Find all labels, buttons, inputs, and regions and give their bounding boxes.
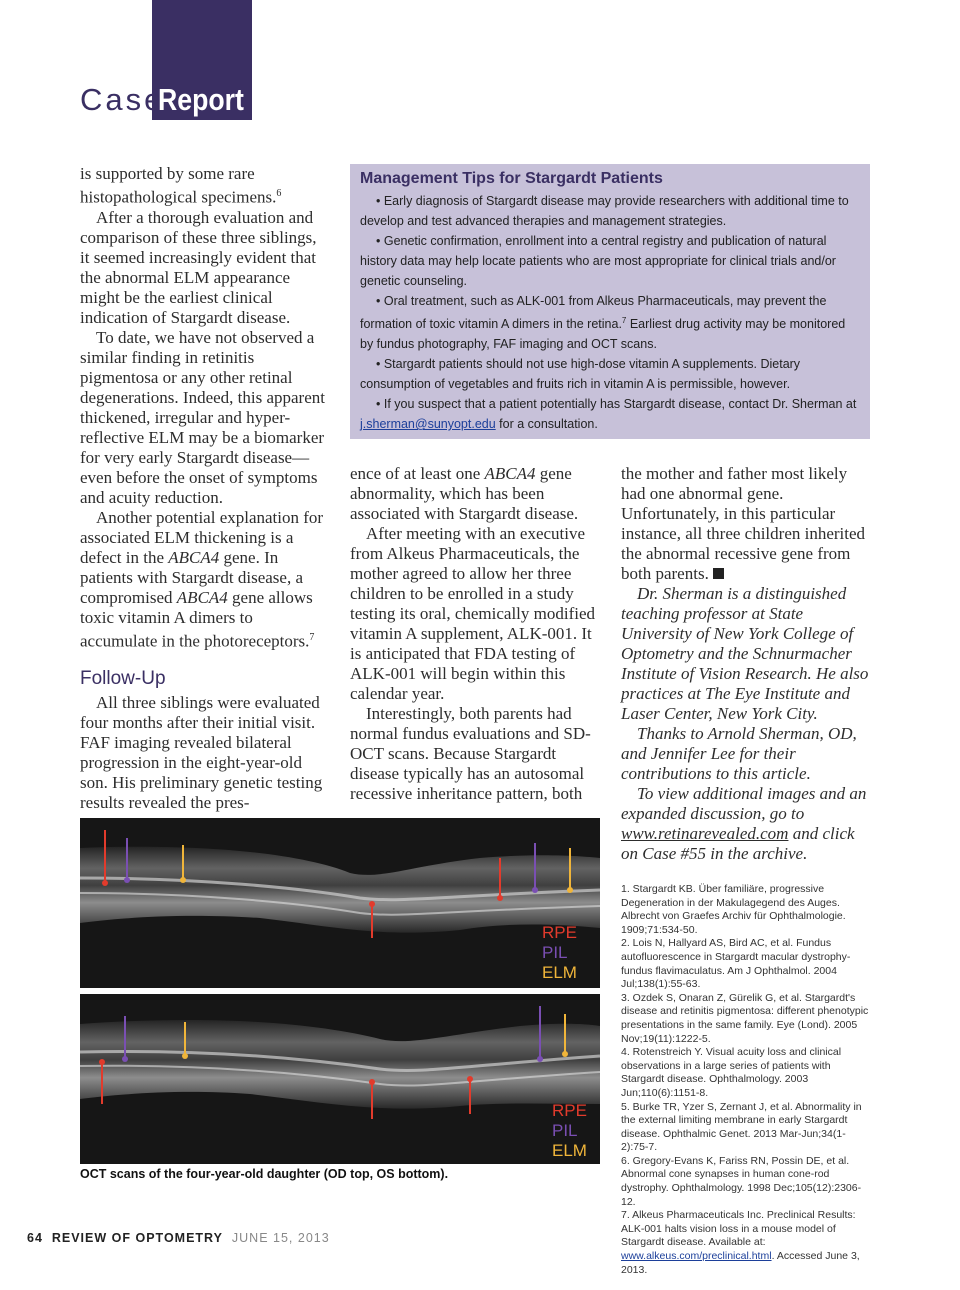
reference-item: 1. Stargardt KB. Über familiäre, progressive Degeneration in der Makulagegend des Auges. Albrecht von Graefes Archiv für Ophthalmologie. 1909;71:534-50. (621, 883, 846, 936)
paragraph (80, 508, 330, 652)
legend-elm: ELM (552, 1141, 587, 1160)
more-info (621, 784, 871, 864)
email-link[interactable]: j.sherman@sunyopt.edu (360, 417, 496, 432)
oct-scan-od (80, 818, 600, 988)
oct-scan-image (80, 818, 600, 988)
acknowledgement: Thanks to Arnold Sherman, OD, and Jennifer Lee for their contributions to this article. (621, 724, 857, 783)
reference-item: 2. Lois N, Hallyard AS, Bird AC, et al. Fundus autofluorescence in Stargardt macular dystrophy-fundus flavimaculatus. Am J Ophthalmol. 2004 Jul;138(1):55-63. (621, 937, 851, 991)
text: gene allows toxic vitamin A dimers to accumulate in the photoreceptors. (80, 587, 313, 651)
text: • If you suspect that a patient potentially has Stargardt disease, contact Dr. Sherman at (376, 397, 857, 412)
legend-rpe: RPE (552, 1101, 587, 1120)
text: Earliest drug activity may be monitored by fundus photography, FAF imaging and OCT scans. (360, 317, 846, 352)
text: 7. Alkeus Pharmaceuticals Inc. Preclinical Results: ALK-001 halts vision loss in a mouse model of Stargardt disease. Available at: (621, 1209, 856, 1249)
page-footer (27, 1231, 330, 1245)
magazine-name: REVIEW OF OPTOMETRY (51, 1231, 223, 1245)
issue-date: JUNE 15, 2013 (231, 1231, 330, 1245)
alkeus-link[interactable]: www.alkeus.com/preclinical.html (621, 1250, 772, 1263)
legend-elm: ELM (542, 963, 577, 982)
tip-item (360, 394, 860, 434)
oct-scan-image (80, 994, 600, 1164)
gene-name: ABCA4 (168, 547, 220, 567)
text: • Oral treatment, such as ALK-001 from Alkeus Pharmaceuticals, may prevent the formation of toxic vitamin A dimers in the retina. (360, 294, 827, 332)
text: To view additional images and an expanded discussion, go to (621, 784, 867, 823)
section-label-case: Case (80, 82, 165, 117)
paragraph: All three siblings were evaluated four months after their initial visit. FAF imaging revealed bilateral progression in the eight-year-old son. His preliminary genetic testing results revealed the pres- (80, 693, 323, 813)
end-mark-icon (713, 568, 724, 579)
reference-item: 6. Gregory-Evans K, Fariss RN, Possin DE, et al. Abnormal cone synapses in human cone-rod dystrophy. Ophthalmology. 1998 Dec;105(12):2306-12. (621, 1154, 862, 1208)
column-3 (621, 464, 871, 864)
paragraph: Interestingly, both parents had normal fundus evaluations and SD-OCT scans. Because Stargardt disease typically has an autosomal recessive inheritance pattern, both (350, 704, 591, 803)
footnote-ref: 6 (276, 188, 282, 199)
figure-caption: OCT scans of the four-year-old daughter (OD top, OS bottom). (80, 1167, 449, 1181)
paragraph: To date, we have not observed a similar finding in retinitis pigmentosa or any other retinal degenerations. Indeed, this apparent thickened, irregular and hyper-reflective ELM may be a biomarker for very early Stargardt disease—even before the onset of symptoms and acuity reduction. (80, 327, 325, 507)
gene-name: ABCA4 (176, 587, 228, 607)
tip-item (360, 291, 860, 354)
author-bio: Dr. Sherman is a distinguished teaching professor at State University of New York College of Optometry and the Schnurmacher Institute of Vision Research. He also practices at The Eye Institute and Laser Center, New York City. (621, 584, 869, 723)
tip-item (360, 354, 860, 394)
text: Another potential explanation for associated ELM thickening is a defect in the (80, 507, 324, 567)
tip-item: • Genetic confirmation, enrollment into a central registry and publication of natural history data may help locate patients who are most appropriate for clinical trials and/or genetic counseling. (360, 234, 836, 288)
text: . Accessed June 3, 2013. (621, 1250, 860, 1276)
column-2 (350, 464, 600, 804)
reference-item (621, 1209, 871, 1277)
text: ence of at least one (350, 464, 485, 483)
paragraph (350, 464, 600, 524)
text: gene. In patients with Stargardt disease, a compromised (80, 547, 303, 607)
text: • Stargardt patients should not use high-dose vitamin A supplements. Dietary consumption of vegetables and fruits rich in vitamin A is permissible, however. (360, 357, 801, 392)
legend-rpe: RPE (542, 923, 577, 942)
gene-name: ABCA4 (484, 464, 536, 483)
sidebar-title: Management Tips for Stargardt Patients (360, 170, 663, 187)
website-link[interactable]: www.retinarevealed.com (621, 824, 789, 843)
paragraph (621, 464, 871, 584)
oct-scan-os (80, 994, 600, 1164)
page-number: 64 (27, 1231, 43, 1245)
paragraph: After a thorough evaluation and comparison of these three siblings, it seemed increasingly evident that the abnormal ELM appearance might be the earliest clinical indication of Stargardt disease. (80, 207, 317, 327)
tip-item: • Early diagnosis of Stargardt disease may provide researchers with additional time to develop and test advanced therapies and management strategies. (360, 194, 849, 228)
text: is supported by some rare histopathological specimens. (80, 164, 277, 207)
legend-pil: PIL (542, 943, 568, 962)
text: for a consultation. (495, 417, 598, 432)
footnote-ref: 7 (309, 631, 315, 643)
footnote-ref: 7 (621, 316, 627, 325)
reference-item: 3. Ozdek S, Onaran Z, Gürelik G, et al. Stargardt's disease and retinitis pigmentosa: different phenotypic presentations in the same family. Eye (Lond). 2005 Nov;19(11):1222-5. (621, 991, 869, 1045)
paragraph: After meeting with an executive from Alkeus Pharmaceuticals, the mother agreed to allow her three children to be enrolled in a study testing its oral, chemically modified vitamin A supplement, ALK-001. It is anticipated that FDA testing of ALK-001 will begin within this calendar year. (350, 524, 596, 703)
management-tips-sidebar (350, 164, 870, 439)
references (621, 883, 871, 1277)
column-1 (80, 164, 330, 813)
text: and click on Case #55 in the archive. (621, 824, 855, 863)
text: the mother and father most likely had one abnormal gene. Unfortunately, in this particular instance, all three children inherited the abnormal recessive gene from both parents. (621, 464, 866, 583)
subheading-follow-up: Follow-Up (80, 668, 166, 690)
section-label-report: Report (158, 82, 244, 117)
paragraph (80, 164, 330, 208)
reference-item: 4. Rotenstreich Y. Visual acuity loss and clinical observations in a large series of patients with Stargardt disease. Ophthalmology. 2003 Jun;110(6):1151-8. (621, 1046, 842, 1099)
reference-item: 5. Burke TR, Yzer S, Zernant J, et al. Abnormality in the external limiting membrane in early Stargardt disease. Ophthalmic Genet. 2013 Mar-Jun;34(1-2):75-7. (621, 1100, 862, 1154)
text: gene abnormality, which has been associated with Stargardt disease. (350, 464, 579, 523)
legend-pil: PIL (552, 1121, 578, 1140)
